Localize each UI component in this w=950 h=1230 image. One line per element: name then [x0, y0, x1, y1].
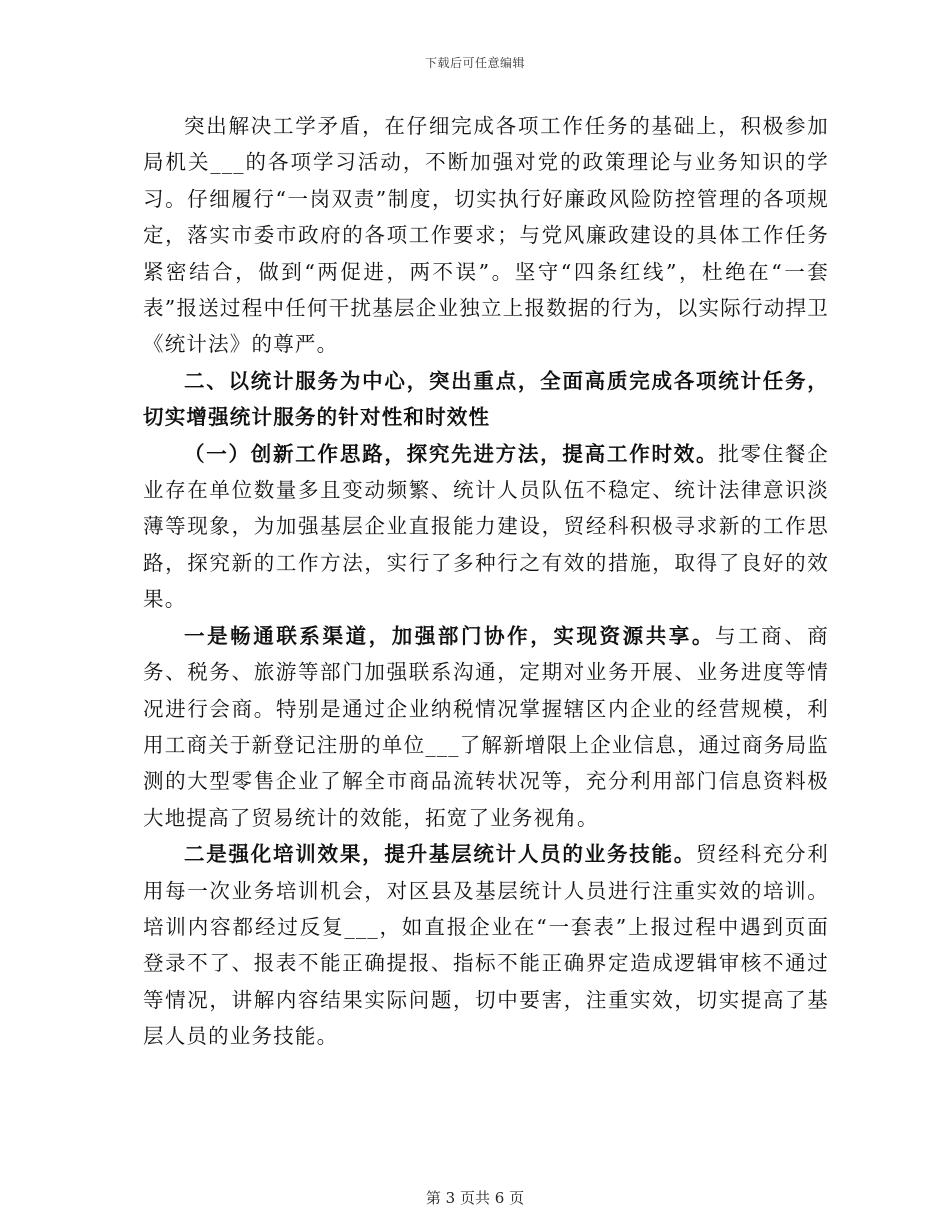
paragraph-3-text: 批零住餐企业存在单位数量多且变动频繁、统计人员队伍不稳定、统计法律意识淡薄等现象，为加强基层企业直报能力建设，贸经科积极寻求新的工作思路，探究新的工作方法，实行了多种行之有效的措施，取得了良好的效果。: [143, 441, 829, 612]
paragraph-4-lead: 一是畅通联系渠道，加强部门协作，实现资源共享。: [184, 623, 715, 648]
page-footer: 第 3 页共 6 页: [425, 1189, 525, 1207]
paragraph-5: [143, 836, 829, 1054]
paragraph-4: [143, 618, 829, 836]
paragraph-3: [143, 436, 829, 618]
document-body: [143, 108, 829, 1055]
section-heading: [143, 363, 829, 436]
paragraph-5-lead: 二是强化培训效果，提升基层统计人员的业务技能。: [184, 842, 696, 867]
paragraph-3-lead: （一）创新工作思路，探究先进方法，提高工作时效。: [184, 441, 719, 466]
paragraph-1-text: 突出解决工学矛盾，在仔细完成各项工作任务的基础上，积极参加局机关___的各项学习活动，不断加强对党的政策理论与业务知识的学习。仔细履行“一岗双责”制度，切实执行好廉政风险防控管理的各项规定，落实市委市政府的各项工作要求；与党风廉政建设的具体工作任务紧密结合，做到“两促进，两不误”。坚守“四条红线”，杜绝在“一套表”报送过程中任何干扰基层企业独立上报数据的行为，以实际行动捍卫《统计法》的尊严。: [143, 114, 829, 357]
page-header: 下载后可任意编辑: [424, 56, 525, 70]
paragraph-5-text: 贸经科充分利用每一次业务培训机会，对区县及基层统计人员进行注重实效的培训。培训内容都经过反复___，如直报企业在“一套表”上报过程中遇到页面登录不了、报表不能正确提报、指标不能正确界定造成逻辑审核不通过等情况，讲解内容结果实际问题，切中要害，注重实效，切实提高了基层人员的业务技能。: [143, 842, 830, 1049]
paragraph-1: [143, 108, 829, 363]
section-heading-text: 二、以统计服务为中心，突出重点，全面高质完成各项统计任务，切实增强统计服务的针对性和时效性: [143, 368, 829, 430]
paragraph-4-text: 与工商、商务、税务、旅游等部门加强联系沟通，定期对业务开展、业务进度等情况进行会商。特别是通过企业纳税情况掌握辖区内企业的经营规模，利用工商关于新登记注册的单位___了解新增限上企业信息，通过商务局监测的大型零售企业了解全市商品流转状况等，充分利用部门信息资料极大地提高了贸易统计的效能，拓宽了业务视角。: [143, 623, 829, 830]
